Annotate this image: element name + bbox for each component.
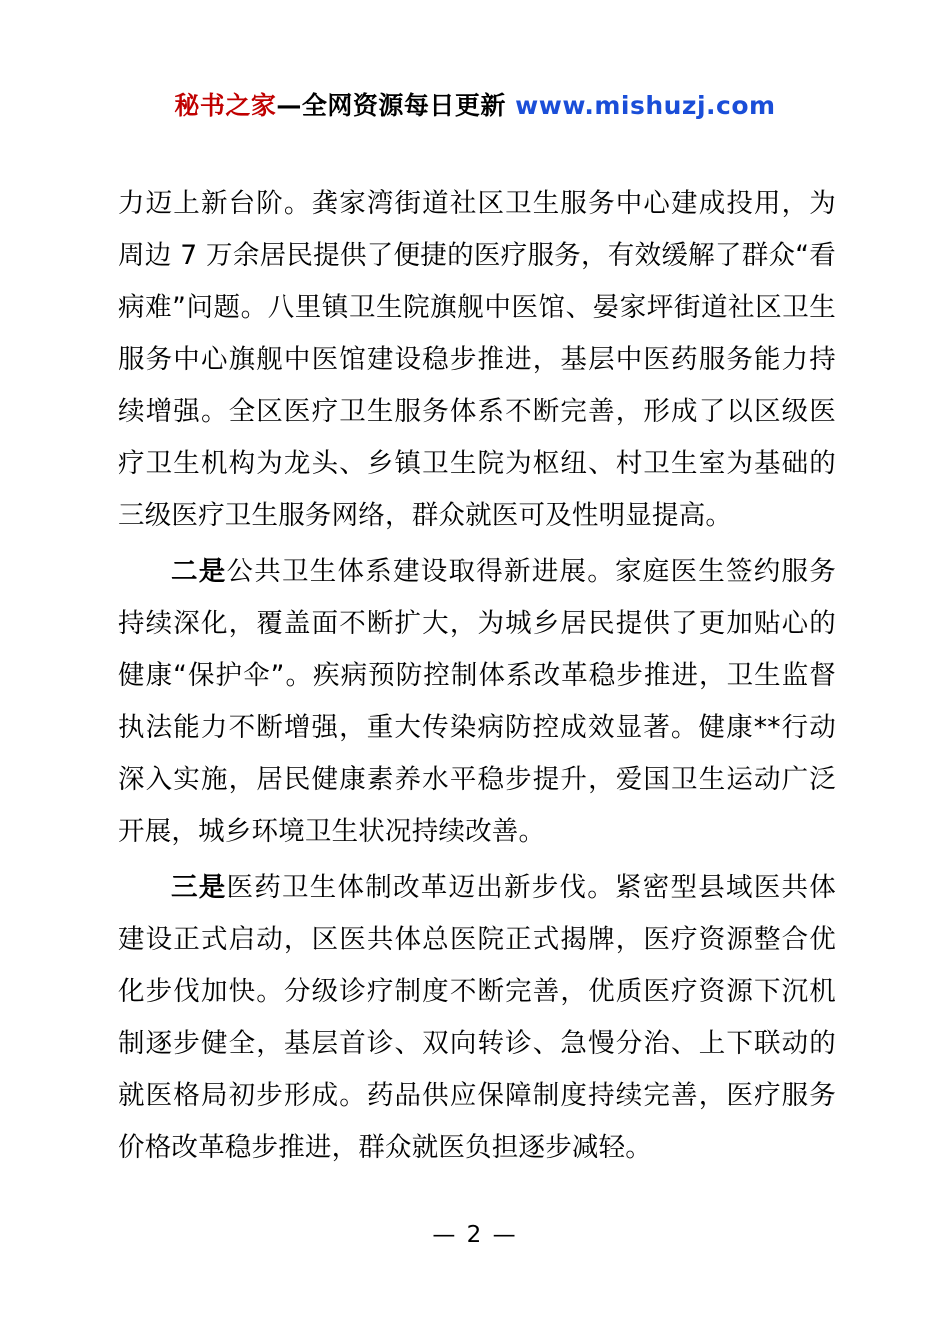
paragraph-3-text: 医药卫生体制改革迈出新步伐。紧密型县域医共体建设正式启动，区医共体总医院正式揭牌，医疗资源整合优化步伐加快。分级诊疗制度不断完善，优质医疗资源下沉机制逐步健全，基层首诊、双向转诊、急慢分治、上下联动的就医格局初步形成。药品供应保障制度持续完善，医疗服务价格改革稳步推进，群众就医负担逐步减轻。 <box>118 872 836 1163</box>
site-brand: 秘书之家 <box>174 91 277 120</box>
site-tagline: —全网资源每日更新 <box>276 91 506 120</box>
paragraph-2 <box>118 546 836 858</box>
page-number: — 2 — <box>432 1222 518 1248</box>
paragraph-3-lead: 三是 <box>171 872 227 903</box>
paragraph-1 <box>118 178 836 542</box>
site-banner <box>0 86 950 122</box>
site-url[interactable]: www.mishuzj.com <box>515 91 776 120</box>
paragraph-1-text: 力迈上新台阶。龚家湾街道社区卫生服务中心建成投用，为周边 7 万余居民提供了便捷的医疗服务，有效缓解了群众“看病难”问题。八里镇卫生院旗舰中医馆、晏家坪街道社区卫生服务中心旗舰中医馆建设稳步推进，基层中医药服务能力持续增强。全区医疗卫生服务体系不断完善，形成了以区级医疗卫生机构为龙头、乡镇卫生院为枢纽、村卫生室为基础的三级医疗卫生服务网络，群众就医可及性明显提高。 <box>118 188 836 531</box>
paragraph-2-text: 公共卫生体系建设取得新进展。家庭医生签约服务持续深化，覆盖面不断扩大，为城乡居民提供了更加贴心的健康“保护伞”。疾病预防控制体系改革稳步推进，卫生监督执法能力不断增强，重大传染病防控成效显著。健康**行动深入实施，居民健康素养水平稳步提升，爱国卫生运动广泛开展，城乡环境卫生状况持续改善。 <box>118 556 836 847</box>
document-body <box>118 178 836 1178</box>
paragraph-3 <box>118 862 836 1174</box>
paragraph-2-lead: 二是 <box>171 556 227 587</box>
